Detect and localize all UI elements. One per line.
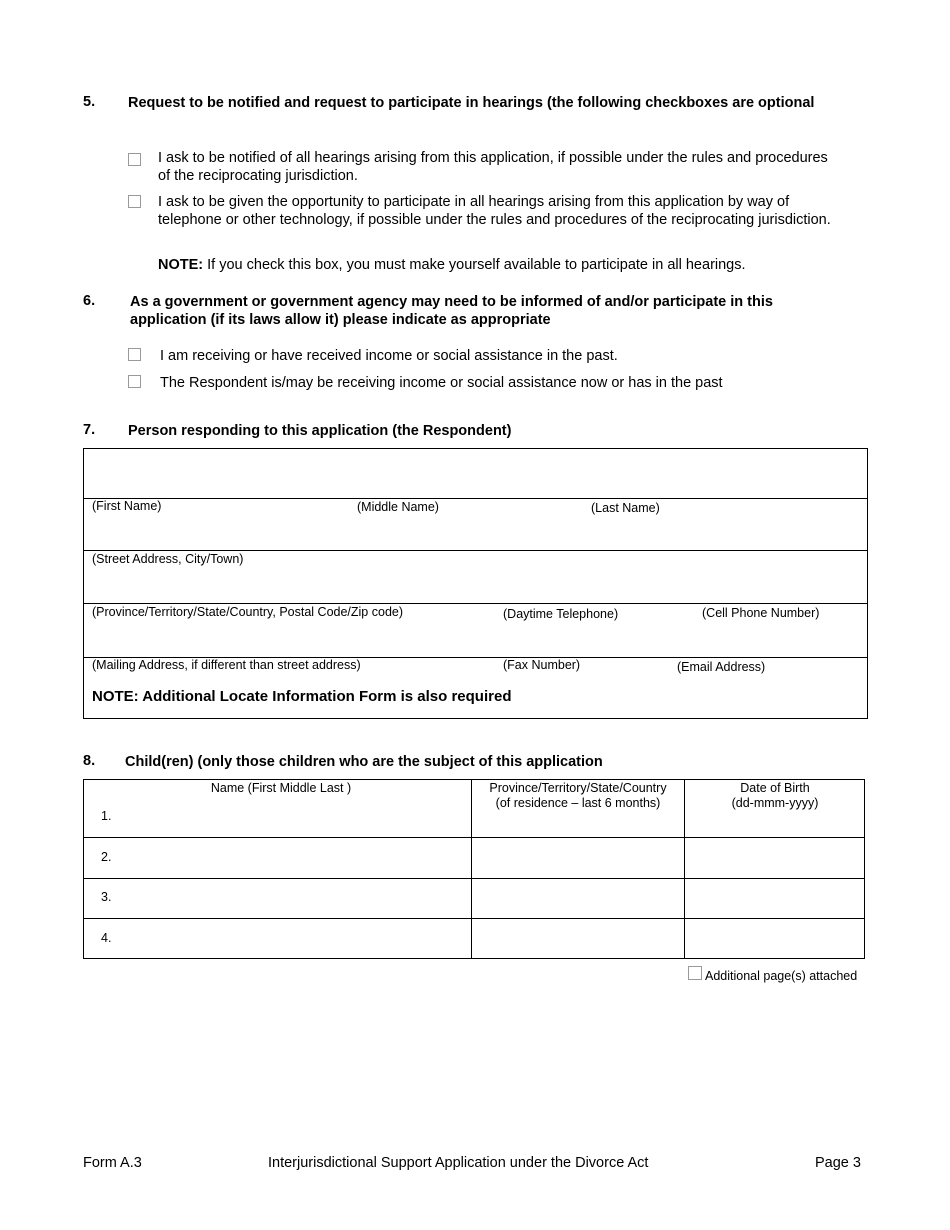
applicant-assistance-checkbox[interactable] xyxy=(128,348,141,361)
applicant-assistance-label: I am receiving or have received income or social assistance in the past. xyxy=(160,348,618,364)
province-postal-label: (Province/Territory/State/Country, Postal Code/Zip code) xyxy=(92,605,404,619)
section-6-title: As a government or government agency may need to be informed of and/or participate in this application (if its laws allow it) please indicate as appropriate xyxy=(130,294,773,328)
col-dob-header-line2: (dd-mmm-yyyy) xyxy=(731,796,819,810)
middle-name-label: (Middle Name) xyxy=(357,500,439,514)
last-name-label: (Last Name) xyxy=(591,501,660,515)
participate-hearings-checkbox[interactable] xyxy=(128,195,141,208)
cell-phone-label: (Cell Phone Number) xyxy=(702,606,820,620)
footer-page-number: Page 3 xyxy=(815,1155,861,1171)
child-row-2-number: 2. xyxy=(101,850,112,864)
child-row-3-number: 3. xyxy=(101,890,112,904)
col-province-header xyxy=(472,781,684,811)
street-line xyxy=(83,550,868,551)
note-label: NOTE: xyxy=(158,257,204,273)
row-line-1 xyxy=(83,837,865,838)
section-8-number: 8. xyxy=(83,753,96,769)
locate-form-note: NOTE: Additional Locate Information Form is also required xyxy=(92,688,512,705)
participate-hearings-label: I ask to be given the opportunity to participate in all hearings arising from this application by way of telephone or other technology, if possible under the rules and procedures of the reciprocating jurisdiction. xyxy=(158,194,831,228)
province-line xyxy=(83,603,868,604)
name-line xyxy=(83,498,868,499)
mailing-address-label: (Mailing Address, if different than street address) xyxy=(92,658,361,672)
respondent-assistance-checkbox[interactable] xyxy=(128,375,141,388)
additional-pages-checkbox[interactable] xyxy=(688,966,702,980)
section-7-number: 7. xyxy=(83,422,96,438)
section-6-number: 6. xyxy=(83,293,96,309)
street-address-label: (Street Address, City/Town) xyxy=(92,552,244,566)
section-8-title: Child(ren) (only those children who are the subject of this application xyxy=(125,754,603,770)
footer-form-number: Form A.3 xyxy=(83,1155,142,1171)
section-7-title: Person responding to this application (the Respondent) xyxy=(128,423,512,439)
first-name-label: (First Name) xyxy=(92,499,162,513)
row-line-2 xyxy=(83,878,865,879)
respondent-box xyxy=(83,448,868,719)
col-province-header-line2: (of residence – last 6 months) xyxy=(495,796,661,810)
col-name-header: Name (First Middle Last ) xyxy=(210,781,352,795)
email-address-label: (Email Address) xyxy=(677,660,766,674)
col-dob-header xyxy=(685,781,865,811)
additional-pages-label: Additional page(s) attached xyxy=(705,969,858,983)
child-row-4-number: 4. xyxy=(101,931,112,945)
section-5-number: 5. xyxy=(83,94,96,110)
col-dob-header-line1: Date of Birth xyxy=(740,781,810,795)
section-5-title: Request to be notified and request to participate in hearings (the following checkboxes are optional xyxy=(128,95,815,111)
notify-hearings-checkbox[interactable] xyxy=(128,153,141,166)
row-line-3 xyxy=(83,918,865,919)
respondent-assistance-label: The Respondent is/may be receiving income or social assistance now or has in the past xyxy=(160,375,723,391)
daytime-phone-label: (Daytime Telephone) xyxy=(503,607,619,621)
notify-hearings-label: I ask to be notified of all hearings arising from this application, if possible under the rules and procedures of the reciprocating jurisdiction. xyxy=(158,150,828,184)
footer-title: Interjurisdictional Support Application under the Divorce Act xyxy=(268,1155,649,1171)
note-text: If you check this box, you must make yourself available to participate in all hearings. xyxy=(203,257,746,273)
section-5-note xyxy=(158,256,858,274)
col-province-header-line1: Province/Territory/State/Country xyxy=(489,781,667,795)
child-row-1-number: 1. xyxy=(101,809,112,823)
fax-number-label: (Fax Number) xyxy=(503,658,581,672)
